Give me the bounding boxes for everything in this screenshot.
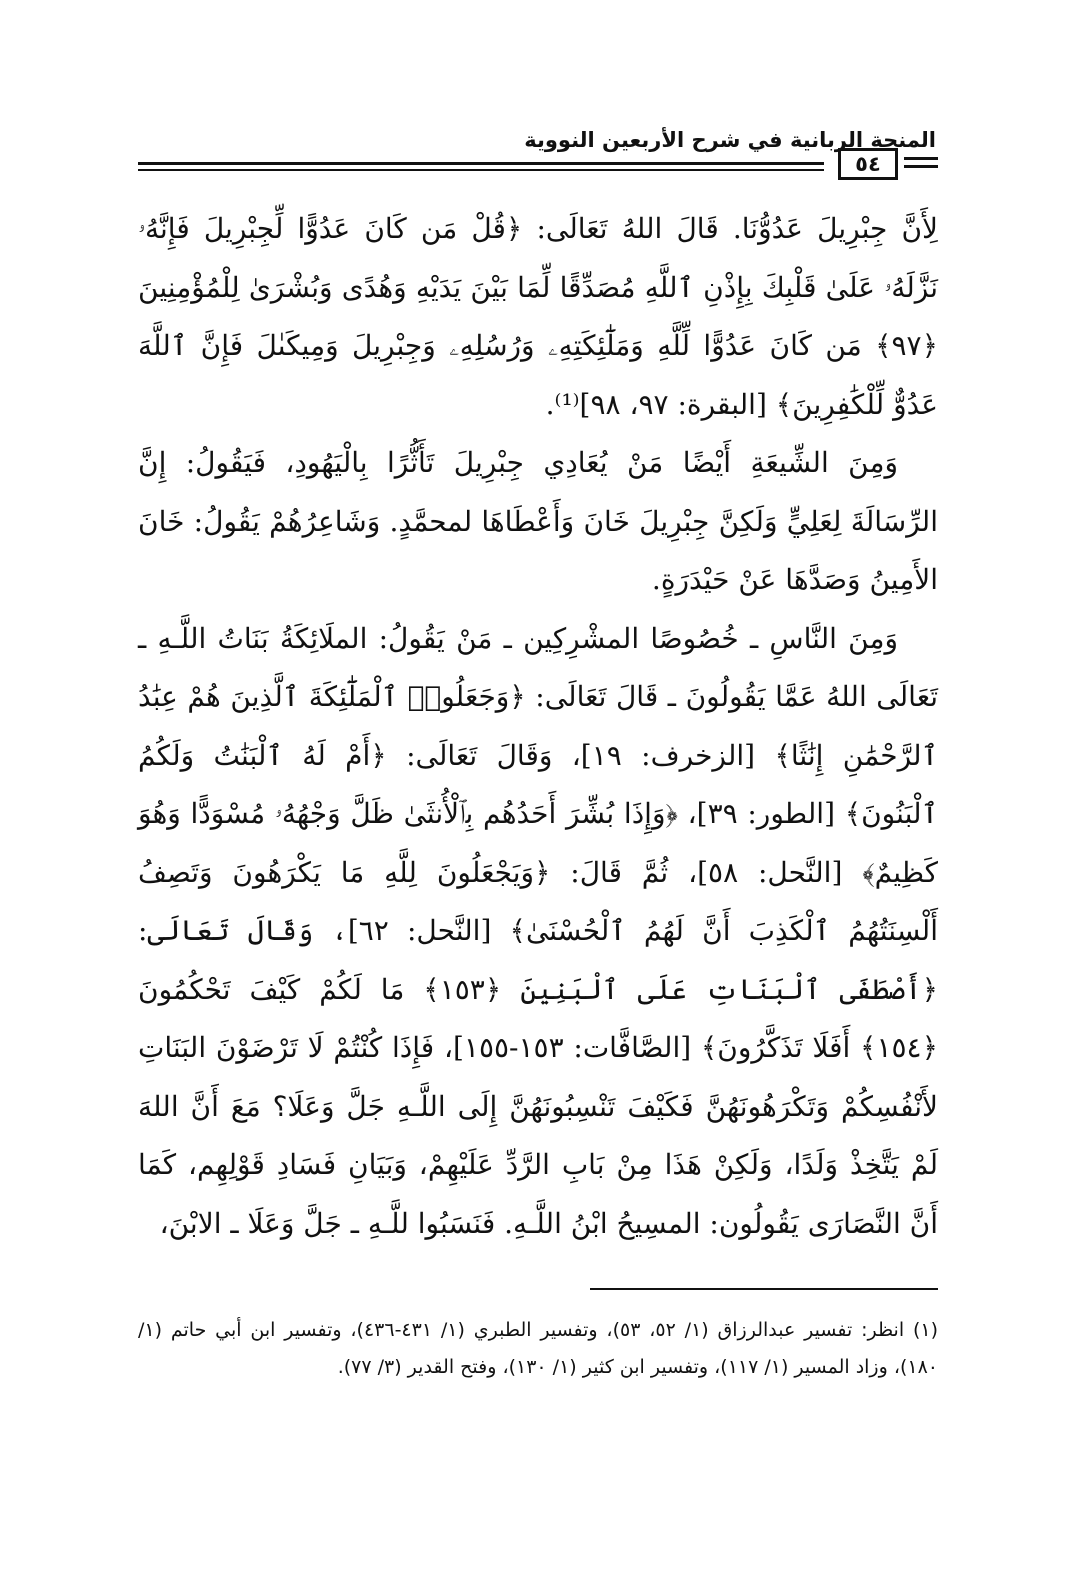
page-header xyxy=(138,128,938,188)
page-number-rule-bottom xyxy=(904,165,938,168)
paragraph-3: وَمِنَ النَّاسِ ـ خُصُوصًا المشْرِكِين ـ مَنْ يَقُولُ: الملَائِكَةُ بَنَاتُ اللَّـهِ ـ تَعَالَى اللهُ عَمَّا يَقُولُونَ ـ قَالَ تَعَالَى: ﴿وَجَعَلُوا۟ ٱلْمَلَٰٓئِكَةَ ٱلَّذِينَ هُمْ عِبَٰدُ ٱلرَّحْمَٰنِ إِنَٰثًا﴾ [الزخرف: ١٩]، وَقَالَ تَعَالَى: ﴿أَمْ لَهُ ٱلْبَنَٰتُ وَلَكُمُ ٱلْبَنُونَ﴾ [الطور: ٣٩]، ﴿وَإِذَا بُشِّرَ أَحَدُهُم بِٱلْأُنثَىٰ ظَلَّ وَجْهُهُۥ مُسْوَدًّا وَهُوَ كَظِيمٌ﴾ [النَّحل: ٥٨]، ثُمَّ قَالَ: ﴿وَيَجْعَلُونَ لِلَّهِ مَا يَكْرَهُونَ وَتَصِفُ أَلْسِنَتُهُمُ ٱلْكَذِبَ أَنَّ لَهُمُ ٱلْحُسْنَىٰ﴾ [النَّحل: ٦٢]، وَقَالَ تَعَالَى: ﴿أَصْطَفَى ٱلْبَنَاتِ عَلَى ٱلْبَنِينَ ﴿١٥٣﴾ مَا لَكُمْ كَيْفَ تَحْكُمُونَ ﴿١٥٤﴾ أَفَلَا تَذَكَّرُونَ﴾ [الصَّافَّات: ١٥٣-١٥٥]، فَإِذَا كُنْتُمْ لَا تَرْضَوْنَ البَنَاتِ لأَنْفُسِكُمْ وَتَكْرَهُونَهُنَّ فَكَيْفَ تَنْسِبُونَهُنَّ إِلَى اللَّـهِ جَلَّ وَعَلَا؟ مَعَ أَنَّ اللهَ لَمْ يَتَّخِذْ وَلَدًا، وَلَكِنْ هَذَا مِنْ بَابِ الرَّدِّ عَلَيْهِمْ، وَبَيَانِ فَسَادِ قَوْلِهِم، كَمَا أَنَّ النَّصَارَى يَقُولُون: المسِيحُ ابْنُ اللَّـهِ. فَنَسَبُوا للَّـهِ ـ جَلَّ وَعَلَا ـ الابْنَ، xyxy=(138,621,939,1240)
paragraph-2: وَمِنَ الشِّيعَةِ أَيْضًا مَنْ يُعَادِي جِبْرِيلَ تَأَثُّرًا بِالْيَهُودِ، فَيَقُولُ: إِنَّ الرِّسَالَةَ لِعَلِيٍّ وَلَكِنَّ جِبْرِيلَ خَانَ وَأَعْطَاهَا لمحمَّدٍ. وَشَاعِرُهُمْ يَقُولُ: خَانَ الأَمِينُ وَصَدَّهَا عَنْ حَيْدَرَةٍ. xyxy=(138,446,938,596)
footnote-separator xyxy=(590,1288,938,1290)
header-rule-bottom xyxy=(138,169,824,171)
paragraph-1: لِأَنَّ جِبْرِيلَ عَدُوُّنَا. قَالَ اللهُ تَعَالَى: ﴿قُلْ مَن كَانَ عَدُوًّا لِّجِبْرِيلَ فَإِنَّهُۥ نَزَّلَهُۥ عَلَىٰ قَلْبِكَ بِإِذْنِ ٱللَّهِ مُصَدِّقًا لِّمَا بَيْنَ يَدَيْهِ وَهُدًى وَبُشْرَىٰ لِلْمُؤْمِنِينَ ﴿٩٧﴾ مَن كَانَ عَدُوًّا لِّلَّهِ وَمَلَٰٓئِكَتِهِۦ وَرُسُلِهِۦ وَجِبْرِيلَ وَمِيكَىٰلَ فَإِنَّ ٱللَّهَ عَدُوٌّ لِّلْكَٰفِرِينَ﴾ [البقرة: ٩٧، ٩٨]⁽¹⁾. xyxy=(138,212,938,421)
main-text xyxy=(138,200,938,1253)
book-title: المنحة الربانية في شرح الأربعين النووية xyxy=(524,128,936,152)
footnote-1: (١) انظر: تفسير عبدالرزاق (١/ ٥٢، ٥٣)، وتفسير الطبري (١/ ٤٣١-٤٣٦)، وتفسير ابن أبي حاتم (١/ ١٨٠)، وزاد المسير (١/ ١١٧)، وتفسير ابن كثير (١/ ١٣٠)، وفتح القدير (٣/ ٧٧). xyxy=(138,1319,938,1378)
page-number: ٥٤ xyxy=(838,148,898,180)
header-rule-top xyxy=(138,162,824,165)
page-number-rule-top xyxy=(904,157,938,160)
footnotes xyxy=(138,1312,938,1386)
